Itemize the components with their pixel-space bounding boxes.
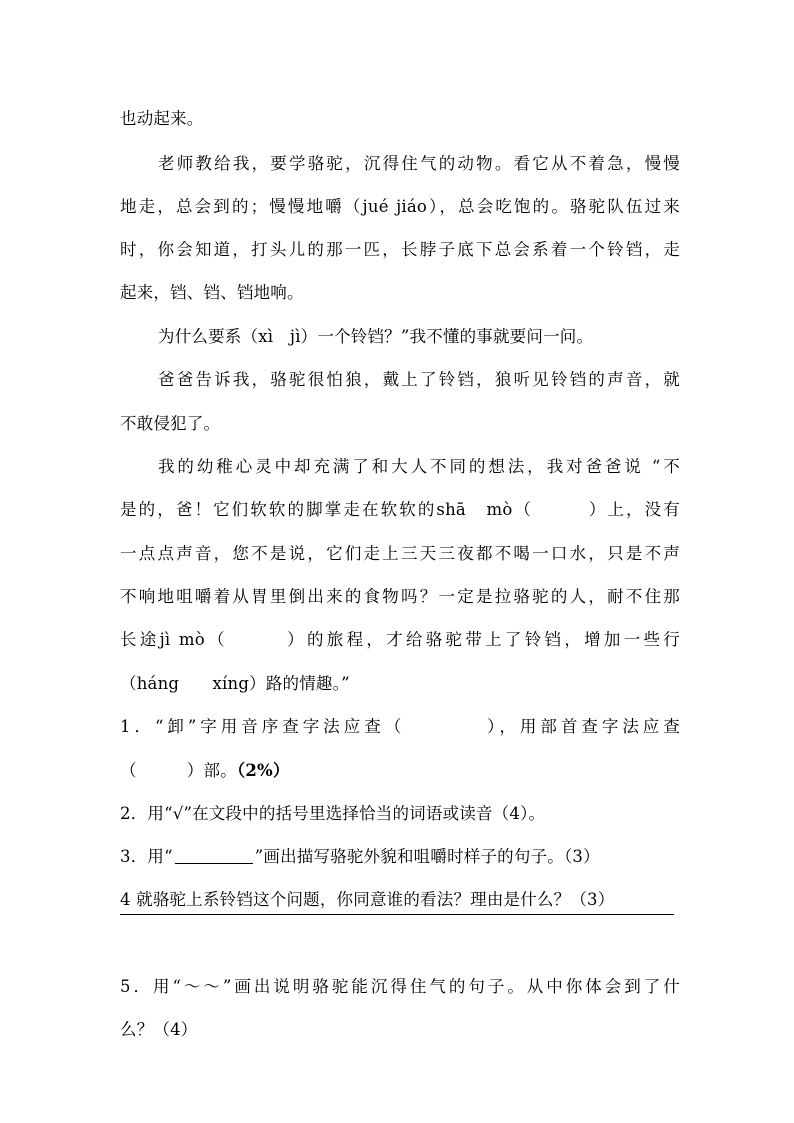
passage-line-13: 长途jì mò（ ）的旅程，才给骆驼带上了铃铛，增加一些行 (120, 630, 680, 649)
question-4: 4 就骆驼上系铃铛这个问题，你同意谁的看法？理由是什么？（3） (120, 890, 615, 909)
question-3 (120, 846, 680, 868)
passage-line-2: 老师教给我，要学骆驼，沉得住气的动物。看它从不着急，慢慢 (158, 154, 680, 173)
passage-line-1: 也动起来。 (120, 109, 204, 128)
passage-line-12: 不响地咀嚼着从胃里倒出来的食物吗？一定是拉骆驼的人，耐不住那 (120, 587, 680, 606)
question-3-prefix: 3．用“ (120, 847, 173, 866)
question-1-blank-text: （ ）部。 (120, 761, 237, 780)
underline-sample (175, 847, 253, 864)
passage-line-7: 爸爸告诉我，骆驼很怕狼，戴上了铃铛，狼听见铃铛的声音，就 (158, 370, 680, 389)
question-1-line-1: 1．“卸”字用音序查字法应查（ ），用部首查字法应查 (120, 717, 680, 736)
question-2: 2．用“√”在文段中的括号里选择恰当的词语或读音（4）。 (120, 804, 546, 823)
passage-line-8: 不敢侵犯了。 (120, 414, 221, 433)
passage-line-5: 起来，铛、铛、铛地响。 (120, 283, 304, 302)
passage-line-14: （háng xíng）路的情趣。” (120, 674, 350, 693)
passage-line-10: 是的，爸！它们软软的脚掌走在软软的shā mò（ ）上，没有 (120, 500, 680, 519)
question-1-line-2 (120, 760, 680, 782)
passage-line-4: 时，你会知道，打头儿的那一匹，长脖子底下总会系着一个铃铛，走 (120, 240, 680, 259)
answer-line[interactable] (120, 914, 674, 915)
passage-line-6: 为什么要系（xì jì）一个铃铛？”我不懂的事就要问一问。 (158, 327, 594, 346)
passage-line-3: 地走，总会到的；慢慢地嚼（jué jiáo），总会吃饱的。骆驼队伍过来 (120, 197, 680, 216)
question-5-line-2: 么？（4） (120, 1020, 198, 1039)
question-1-points: （2%） (236, 761, 290, 780)
question-3-text: ”画出描写骆驼外貌和咀嚼时样子的句子。（3） (254, 847, 600, 866)
passage-line-9: 我的幼稚心灵中却充满了和大人不同的想法，我对爸爸说 “不 (158, 457, 680, 476)
question-5-line-1: 5．用“～～”画出说明骆驼能沉得住气的句子。从中你体会到了什 (120, 977, 680, 996)
passage-line-11: 一点点声音，您不是说，它们走上三天三夜都不喝一口水，只是不声 (120, 544, 680, 563)
